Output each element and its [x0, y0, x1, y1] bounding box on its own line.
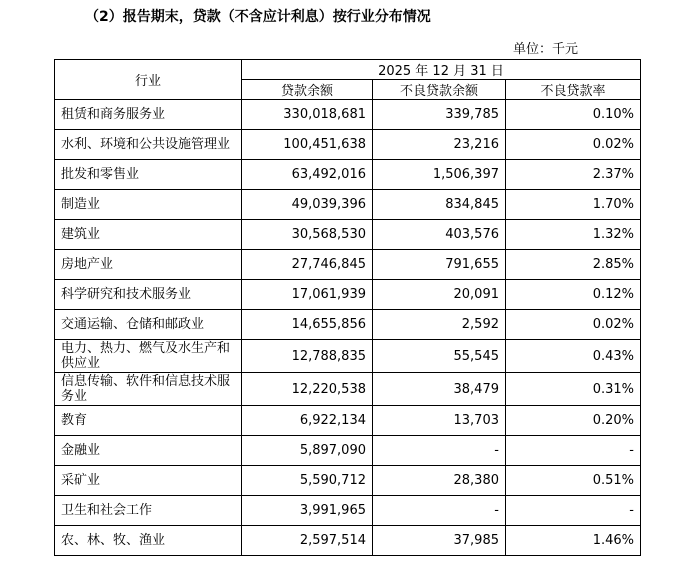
loan-balance-cell: 27,746,845 — [242, 250, 373, 280]
table-row — [55, 250, 641, 280]
npl-balance-cell: 23,216 — [373, 130, 506, 160]
loan-balance-cell: 5,897,090 — [242, 436, 373, 466]
loan-balance-cell: 49,039,396 — [242, 190, 373, 220]
unit-label: 单位：千元 — [513, 42, 579, 57]
npl-balance-cell: 339,785 — [373, 100, 506, 130]
loan-balance-cell: 330,018,681 — [242, 100, 373, 130]
industry-cell: 批发和零售业 — [55, 160, 242, 190]
loan-balance-cell: 17,061,939 — [242, 280, 373, 310]
npl-balance-cell: 20,091 — [373, 280, 506, 310]
industry-cell: 制造业 — [55, 190, 242, 220]
loan-balance-cell: 14,655,856 — [242, 310, 373, 340]
npl-ratio-cell: 0.43% — [506, 340, 641, 373]
npl-balance-cell: 37,985 — [373, 526, 506, 556]
loan-balance-cell: 2,597,514 — [242, 526, 373, 556]
loan-balance-cell: 12,220,538 — [242, 373, 373, 406]
industry-cell: 水利、环境和公共设施管理业 — [55, 130, 242, 160]
table-row — [55, 190, 641, 220]
npl-balance-cell: 791,655 — [373, 250, 506, 280]
npl-ratio-cell: 0.20% — [506, 406, 641, 436]
npl-balance-cell: 28,380 — [373, 466, 506, 496]
npl-ratio-cell: 0.51% — [506, 466, 641, 496]
loan-balance-cell: 6,922,134 — [242, 406, 373, 436]
npl-balance-cell: 834,845 — [373, 190, 506, 220]
npl-ratio-cell: 0.12% — [506, 280, 641, 310]
header-npl-balance: 不良贷款余额 — [373, 80, 506, 100]
industry-cell: 建筑业 — [55, 220, 242, 250]
header-period: 2025 年 12 月 31 日 — [242, 60, 641, 80]
table-row — [55, 130, 641, 160]
npl-ratio-cell: 0.02% — [506, 130, 641, 160]
industry-cell: 租赁和商务服务业 — [55, 100, 242, 130]
table-row — [55, 220, 641, 250]
npl-balance-cell: 13,703 — [373, 406, 506, 436]
npl-ratio-cell: 1.32% — [506, 220, 641, 250]
table-body — [55, 100, 641, 556]
npl-ratio-cell: - — [506, 436, 641, 466]
npl-ratio-cell: 1.46% — [506, 526, 641, 556]
npl-ratio-cell: 2.37% — [506, 160, 641, 190]
industry-cell: 房地产业 — [55, 250, 242, 280]
npl-balance-cell: 1,506,397 — [373, 160, 506, 190]
table-row — [55, 466, 641, 496]
loan-balance-cell: 100,451,638 — [242, 130, 373, 160]
table-row — [55, 496, 641, 526]
table-row — [55, 310, 641, 340]
industry-cell: 金融业 — [55, 436, 242, 466]
npl-balance-cell: 2,592 — [373, 310, 506, 340]
npl-ratio-cell: 0.31% — [506, 373, 641, 406]
npl-balance-cell: - — [373, 436, 506, 466]
npl-ratio-cell: 1.70% — [506, 190, 641, 220]
industry-cell: 农、林、牧、渔业 — [55, 526, 242, 556]
npl-balance-cell: 38,479 — [373, 373, 506, 406]
table-row — [55, 406, 641, 436]
table-row — [55, 436, 641, 466]
npl-ratio-cell: - — [506, 496, 641, 526]
header-loan-balance: 贷款余额 — [242, 80, 373, 100]
industry-cell: 信息传输、软件和信息技术服务业 — [55, 373, 242, 406]
loan-balance-cell: 12,788,835 — [242, 340, 373, 373]
industry-cell: 电力、热力、燃气及水生产和供应业 — [55, 340, 242, 373]
loan-balance-cell: 3,991,965 — [242, 496, 373, 526]
table-row — [55, 526, 641, 556]
table-row — [55, 160, 641, 190]
npl-ratio-cell: 0.02% — [506, 310, 641, 340]
table-row — [55, 340, 641, 373]
industry-cell: 采矿业 — [55, 466, 242, 496]
loan-balance-cell: 63,492,016 — [242, 160, 373, 190]
npl-balance-cell: 55,545 — [373, 340, 506, 373]
table-row — [55, 100, 641, 130]
industry-cell: 卫生和社会工作 — [55, 496, 242, 526]
loan-distribution-table — [54, 59, 641, 556]
npl-ratio-cell: 2.85% — [506, 250, 641, 280]
loan-balance-cell: 5,590,712 — [242, 466, 373, 496]
loan-balance-cell: 30,568,530 — [242, 220, 373, 250]
section-title: （2）报告期末，贷款（不含应计利息）按行业分布情况 — [85, 9, 431, 25]
npl-ratio-cell: 0.10% — [506, 100, 641, 130]
npl-balance-cell: 403,576 — [373, 220, 506, 250]
industry-cell: 科学研究和技术服务业 — [55, 280, 242, 310]
header-npl-ratio: 不良贷款率 — [506, 80, 641, 100]
industry-cell: 交通运输、仓储和邮政业 — [55, 310, 242, 340]
table-row — [55, 280, 641, 310]
header-industry: 行业 — [55, 60, 242, 100]
table-row — [55, 373, 641, 406]
npl-balance-cell: - — [373, 496, 506, 526]
industry-cell: 教育 — [55, 406, 242, 436]
